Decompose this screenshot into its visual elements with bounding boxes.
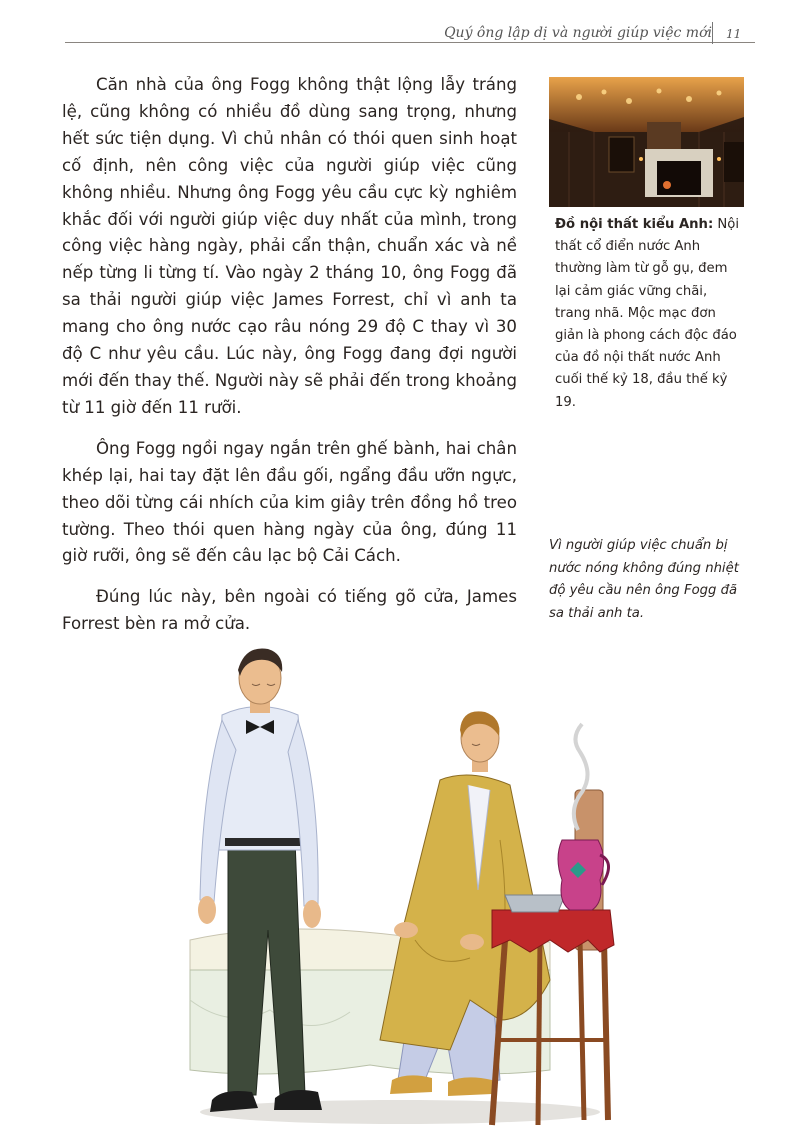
interior-caption-text: Nội thất cổ điển nước Anh thường làm từ gỗ gụ, đem lại cảm giác vững chãi, trang nhã. Mộc mạc đơn giản là phong cách độc đáo của đồ nội thất nước Anh cuối thế kỷ 18, đầu thế kỷ 19.	[555, 217, 740, 410]
fogg-servant-illustration	[170, 640, 630, 1130]
running-header-title: Quý ông lập dị và người giúp việc mới	[444, 25, 712, 41]
interior-caption	[555, 214, 745, 414]
page-number: 11	[726, 27, 742, 41]
interior-caption-title: Đồ nội thất kiểu Anh:	[555, 217, 714, 232]
interior-photo-art	[549, 77, 744, 207]
illustration-caption: Vì người giúp việc chuẩn bị nước nóng không đúng nhiệt độ yêu cầu nên ông Fogg đã sa thải anh ta.	[549, 538, 739, 621]
english-interior-photo	[549, 77, 744, 207]
paragraph-1: Căn nhà của ông Fogg không thật lộng lẫy tráng lệ, cũng không có nhiều đồ dùng sang trọng, nhưng hết sức tiện dụng. Vì chủ nhân có thói quen sinh hoạt cố định, nên công việc của người giúp việc cũng không nhiều. Nhưng ông Fogg yêu cầu cực kỳ nghiêm khắc đối với người giúp việc duy nhất của mình, trong công việc hàng ngày, phải cẩn thận, chuẩn xác và nề nếp từng li từng tí. Vào ngày 2 tháng 10, ông Fogg đã sa thải người giúp việc James Forrest, chỉ vì anh ta mang cho ông nước cạo râu nóng 29 độ C thay vì 30 độ C như yêu cầu. Lúc này, ông Fogg đang đợi người mới đến thay thế. Người này sẽ phải đến trong khoảng từ 11 giờ đến 11 rưỡi.	[62, 75, 517, 417]
paragraph-3: Đúng lúc này, bên ngoài có tiếng gõ cửa, James Forrest bèn ra mở cửa.	[62, 587, 517, 634]
header-rule	[65, 42, 755, 43]
paragraph-2: Ông Fogg ngồi ngay ngắn trên ghế bành, hai chân khép lại, hai tay đặt lên đầu gối, ngẩng đầu ưỡn ngực, theo dõi từng cái nhích của kim giây trên đồng hồ treo tường. Theo thói quen hàng ngày của ông, đúng 11 giờ rưỡi, ông sẽ đến câu lạc bộ Cải Cách.	[62, 438, 517, 566]
header-separator	[712, 22, 713, 44]
illustration-art	[170, 640, 630, 1130]
main-text	[62, 72, 517, 652]
